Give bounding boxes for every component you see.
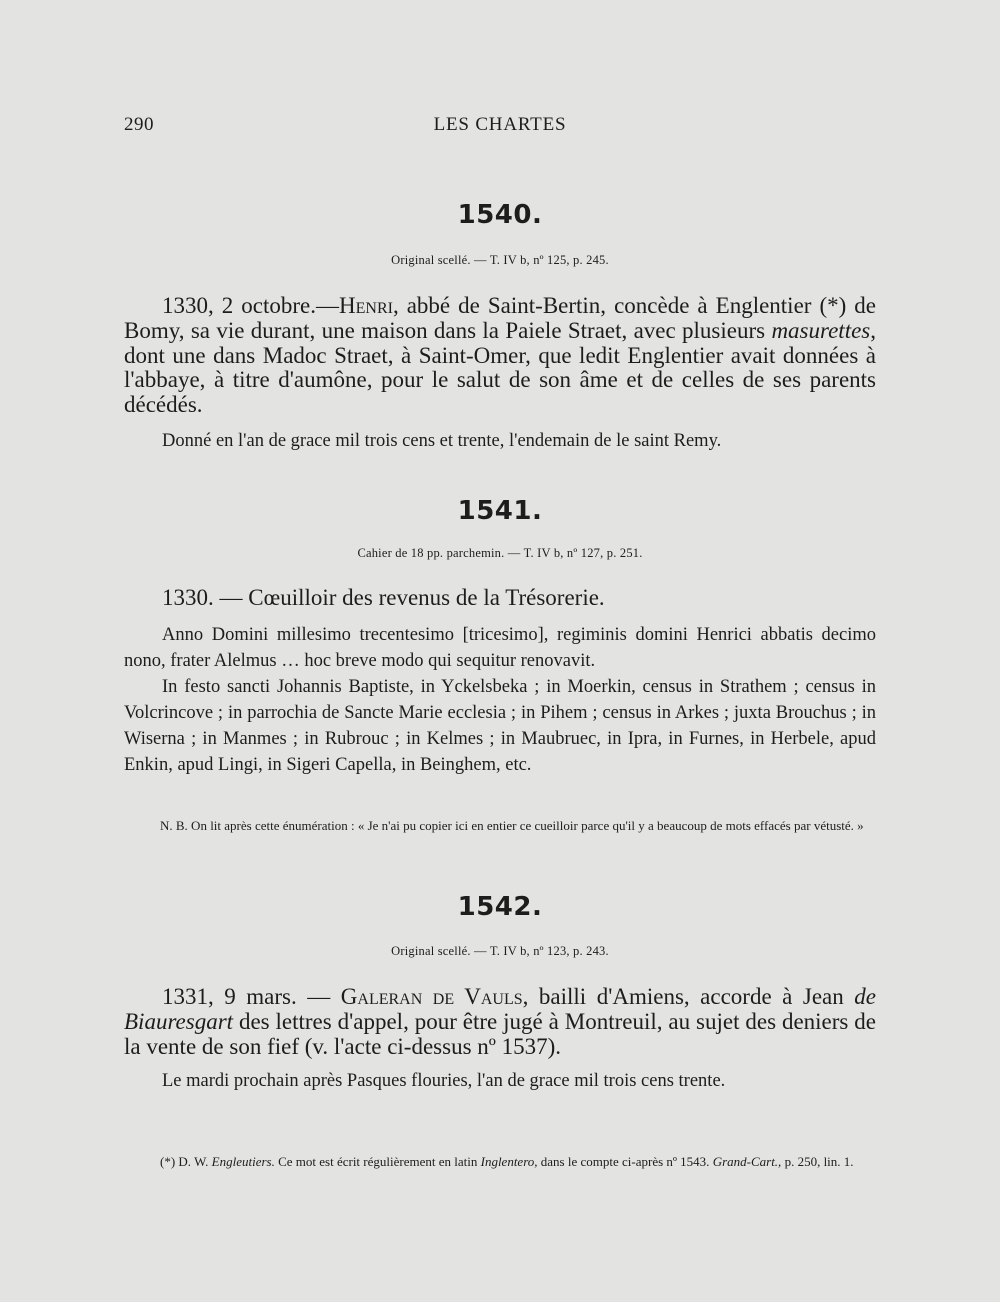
footnote-mark: (*) <box>160 1154 176 1169</box>
note-text: N. B. On lit après cette énumération : « Je n'ai pu copier ici en entier ce cueilloir parce qu'il y a beaucoup de mots effacés par vétusté. » <box>160 818 864 833</box>
footnote-text: p. 250, lin. 1. <box>781 1154 854 1169</box>
excerpt-text: Anno Domini millesimo trecentesimo [tricesimo], regiminis domini Henrici abbatis decimo nono, frater Alelmus … hoc breve modo qui sequitur renovavit. <box>124 625 876 671</box>
charter-summary <box>124 985 876 1059</box>
charter-source: Original scellé. — T. IV b, nº 125, p. 245. <box>391 253 609 267</box>
charter-excerpt <box>124 1068 876 1094</box>
footnote-text: D. W. <box>175 1154 212 1169</box>
charter-source: Cahier de 18 pp. parchemin. — T. IV b, nº 127, p. 251. <box>357 546 643 560</box>
charter-number: 1540. <box>457 200 543 230</box>
charter-summary <box>124 294 876 418</box>
footnote <box>124 1154 876 1169</box>
footnote-text: Ce mot est écrit régulièrement en latin <box>274 1154 481 1169</box>
charter-number: 1541. <box>457 496 543 526</box>
charter-person: Henri <box>339 293 393 318</box>
footnote-italic: Grand-Cart., <box>712 1154 782 1169</box>
summary-text: , abbé de Saint-Bertin, concède à Englentier (*) de Bomy, sa vie durant, une maison dans la Paiele Straet, avec plusieurs <box>124 293 876 343</box>
charter-dash: — <box>316 293 339 318</box>
charter-summary <box>124 586 876 611</box>
footnote-italic: Engleutiers. <box>211 1154 275 1169</box>
charter-date: 1330, 2 octobre. <box>162 293 316 318</box>
footnote-italic: Inglentero, <box>480 1154 538 1169</box>
excerpt-text: Le mardi prochain après Pasques flouries, l'an de grace mil trois cens trente. <box>162 1071 726 1091</box>
charter-date: 1330. <box>162 585 214 610</box>
summary-text: — Cœuilloir des revenus de la Trésorerie. <box>213 585 605 610</box>
charter-date: 1331, 9 mars. <box>162 984 297 1009</box>
running-title: LES CHARTES <box>433 114 567 135</box>
charter-excerpt <box>124 428 876 454</box>
charter-person: Galeran de Vauls <box>340 984 523 1009</box>
excerpt-text: In festo sancti Johannis Baptiste, in Yckelsbeka ; in Moerkin, census in Strathem ; census in Volcrincove ; in parrochia de Sancte Marie ecclesia ; in Pihem ; census in Arkes ; juxta Brouchus ; in Wiserna ; in Manmes ; in Rubrouc ; in Kelmes ; in Maubruec, in Ipra, in Furnes, in Herbele, apud Enkin, apud Lingi, in Sigeri Capella, in Beinghem, etc. <box>124 677 876 775</box>
page-number: 290 <box>124 114 154 135</box>
summary-text: , bailli d'Amiens, accorde à Jean <box>522 984 855 1009</box>
charter-number: 1542. <box>457 892 543 922</box>
summary-italic: masurettes <box>771 317 871 343</box>
excerpt-text: Donné en l'an de grace mil trois cens et trente, l'endemain de le saint Remy. <box>162 431 722 451</box>
charter-dash: — <box>296 984 341 1009</box>
charter-source: Original scellé. — T. IV b, nº 123, p. 243. <box>391 944 609 958</box>
footnote-text: dans le compte ci-après nº 1543. <box>537 1154 713 1169</box>
summary-text: des lettres d'appel, pour être jugé à Montreuil, au sujet des deniers de la vente de son fief (v. l'acte ci-dessus nº 1537). <box>124 1008 876 1059</box>
charter-excerpt <box>124 622 876 778</box>
summary-italic: de Biauresgart <box>124 984 877 1034</box>
summary-text: , dont une dans Madoc Straet, à Saint-Omer, que ledit Englentier avait données à l'abbaye, à titre d'aumône, pour le salut de son âme et de celles de ses parents décédés. <box>124 317 876 418</box>
charter-note <box>124 818 876 833</box>
